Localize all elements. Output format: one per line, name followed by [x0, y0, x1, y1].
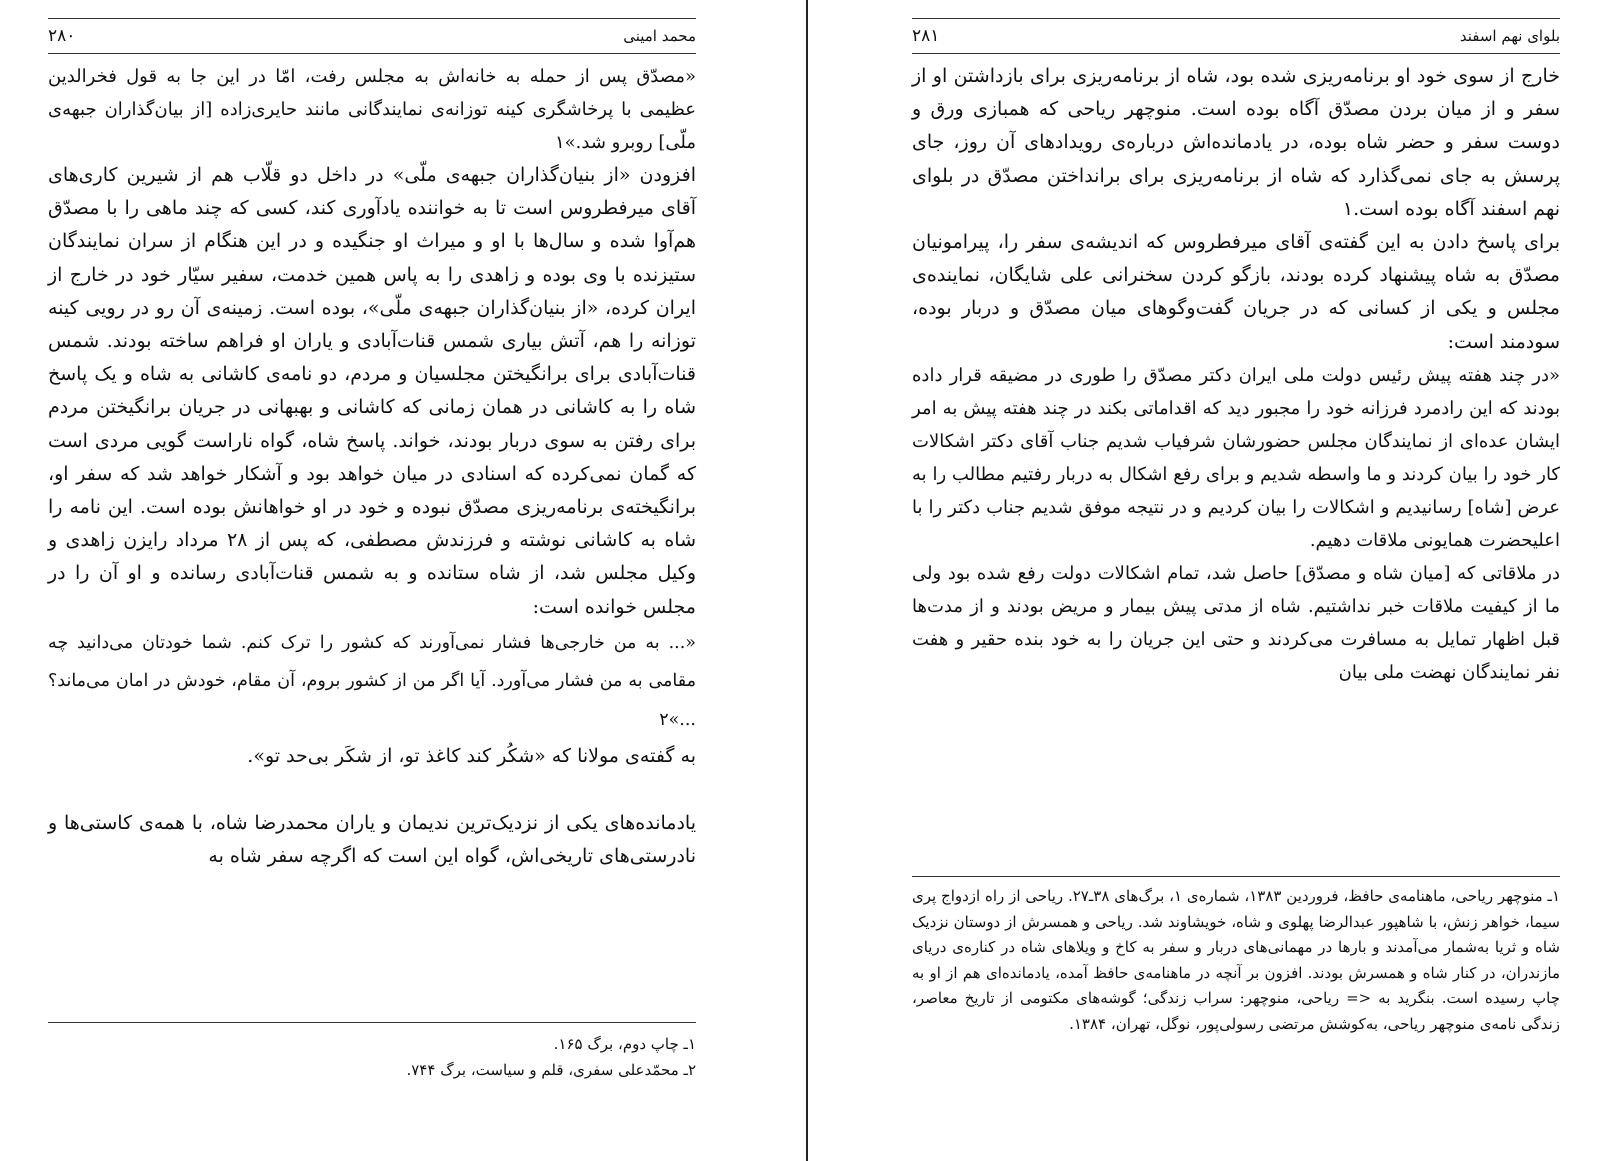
right-footnotes	[912, 884, 1560, 1037]
left-footnote-rule	[48, 1022, 696, 1023]
left-footnote-1: ۱ـ چاپ دوم، برگ ۱۶۵.	[553, 1035, 696, 1053]
right-quote-1: «در چند هفته پیش رئیس دولت ملی ایران دکتر مصدّق را طوری در مضیقه قرار داده بودند که این رادمرد فرزانه خود را مجبور دید که اقداماتی بکند در چند هفته پیش به امر ایشان عده‌ای از نمایندگان مجلس حضورشان شرفیاب شدیم جناب آقای دکتر اشکالات کار خود را بیان کردند و ما واسطه شدیم و برای رفع اشکال به دربار رفتیم مطالب را به عرض [شاه] رسانیدیم و اشکالات را بیان کردیم و در نتیجه موفق شدیم جناب دکتر را با اعلیحضرت همایونی ملاقات دهیم.	[912, 364, 1560, 551]
left-page-number: ۲۸۰	[48, 26, 76, 46]
right-quote-2: در ملاقاتی که [میان شاه و مصدّق] حاصل شد، تمام اشکالات دولت رفع شده بود ولی ما از کیفیت ملاقات خبر نداشتیم. شاه از مدتی پیش بیمار و مریض بودند و از مدت‌ها قبل اظهار تمایل به مسافرت می‌کردند و حتی این جریان را به خود بنده حقیر و هفت نفر نمایندگان نهضت ملی بیان	[912, 562, 1560, 683]
left-page	[48, 0, 696, 1161]
right-paragraph-1: خارج از سوی خود او برنامه‌ریزی شده بود، شاه از برنامه‌ریزی برای بازداشتن او از سفر و از میان بردن مصدّق آگاه بوده است. منوچهر ریاحی که همبازی ورق و دوست سفر و حضر شاه بوده، در یادمانده‌اش درباره‌ی رویدادهای آن روز، جای پرسش به جای نمی‌گذارد که شاه از برنامه‌ریزی برای برانداختن مصدّق در بلوای نهم اسفند آگاه بوده است.۱	[912, 65, 1560, 220]
left-page-header	[48, 18, 696, 54]
right-paragraph-2: برای پاسخ دادن به این گفته‌ی آقای میرفطروس که اندیشه‌ی سفر را، پیرامونیان مصدّق به شاه پیشنهاد کرده بودند، بازگو کردن سخنرانی علی شایگان، نماینده‌ی مجلس و یکی از کسانی که در جریان گفت‌وگوهای میان مصدّق و دربار بوده، سودمند است:	[912, 231, 1560, 353]
left-quote-1: «مصدّق پس از حمله به خانه‌اش به مجلس رفت، امّا در این جا به قول فخرالدین عظیمی با پرخاشگری کینه توزانه‌ی نمایندگانی مانند حایری‌زاده [از بیان‌گذاران جبهه‌ی ملّی] روبرو شد.»۱	[48, 66, 696, 153]
book-gutter	[806, 0, 808, 1161]
left-quote-2: «... به من خارجی‌ها فشار نمی‌آورند که کشور را ترک کنم. شما خودتان می‌دانید چه مقامی به من فشار می‌آورد. آیا اگر من از کشور بروم، آن مقام، خودش در امان می‌ماند؟ ...»۲	[48, 632, 696, 731]
left-page-body	[48, 60, 696, 873]
left-paragraph-gap	[48, 773, 696, 807]
left-paragraph-3: یادمانده‌های یکی از نزدیک‌ترین ندیمان و یاران محمدرضا شاه، با همه‌ی کاستی‌ها و نادرستی‌های تاریخی‌اش، گواه این است که اگرچه سفر شاه به	[48, 811, 696, 868]
right-page-number: ۲۸۱	[912, 26, 940, 46]
right-footnote-1: ۱ـ منوچهر ریاحی، ماهنامه‌ی حافظ، فروردین ۱۳۸۳، شماره‌ی ۱، برگ‌های ۳۸ـ۲۷. ریاحی از راه ازدواج پری سیما، خواهر زنش، با شاهپور عبدالرضا پهلوی و شاه، خویشاوند شد. ریاحی و همسرش از دوستان نزدیک شاه و ثریا به‌شمار می‌آمدند و بارها در مهمانی‌های دربار و سفر به کاخ و ویلاهای شاه در کناره‌ی دریای مازندران، در کنار شاه و همسرش بودند. افزون بر آنچه در ماهنامه‌ی حافظ آمده، یادمانده‌ای هم از او به چاپ رسیده است. بنگرید به <= ریاحی، منوچهر: سراب زندگی؛ گوشه‌های مکتومی از تاریخ معاصر، زندگی نامه‌ی منوچهر ریاحی، به‌کوشش مرتضی رسولی‌پور، نوگل، تهران، ۱۳۸۴.	[912, 887, 1560, 1033]
left-footnotes	[48, 1032, 696, 1083]
left-footnote-2: ۲ـ محمّدعلی سفری، قلم و سیاست، برگ ۷۴۴.	[406, 1060, 696, 1079]
right-header-title: بلوای نهم اسفند	[1459, 27, 1560, 45]
right-page-header	[912, 18, 1560, 54]
left-paragraph-1: افزودن «از بنیان‌گذاران جبهه‌ی ملّی» در داخل دو قلّاب هم از شیرین کاری‌های آقای میرفطروس است تا به خواننده یادآوری کند، کسی که چند ماهی را با مصدّق هم‌آوا شده و سال‌ها با او و میراث او جنگیده و در این هنگام از سران نمایندگان ستیزنده با وی بوده و زاهدی را به پاس همین خدمت، سفیر سیّار خود در خارج از ایران کرده، «از بنیان‌گذاران جبهه‌ی ملّی»، بوده است. زمینه‌ی آن رو در رویی کینه توزانه را هم، آتش بیاری شمس قنات‌آبادی و یاران او فراهم ساخته بودند. شمس قنات‌آبادی برای برانگیختن مجلسیان و مردم، دو نامه‌ی کاشانی به شاه و یک پاسخ شاه را به کاشانی در همان زمانی که کاشانی و بهبهانی در جریان برانگیختن مردم برای رفتن به سوی دربار بودند، خواند. پاسخ شاه، گواه ناراست گویی مردی است که گمان نمی‌کرده که اسنادی در میان خواهد بود و آشکار خواهد شد که سفر او، برانگیخته‌ی برنامه‌ریزی مصدّق نبوده و خود در او خواهانش بوده است. این نامه را شاه به کاشانی نوشته و فرزندش مصطفی، که پس از ۲۸ مرداد رایزن زاهدی و وکیل مجلس شد، از شاه ستانده و به شمس قنات‌آبادی رسانده و او آن را در مجلس خوانده است:	[48, 164, 696, 618]
left-header-author: محمد امینی	[623, 27, 696, 45]
left-paragraph-2: به گفته‌ی مولانا که «شکُر کند کاغذ تو، از شکَر بی‌حد تو».	[247, 744, 696, 767]
right-footnote-rule	[912, 876, 1560, 877]
right-page	[912, 0, 1560, 1161]
right-page-body	[912, 60, 1560, 689]
